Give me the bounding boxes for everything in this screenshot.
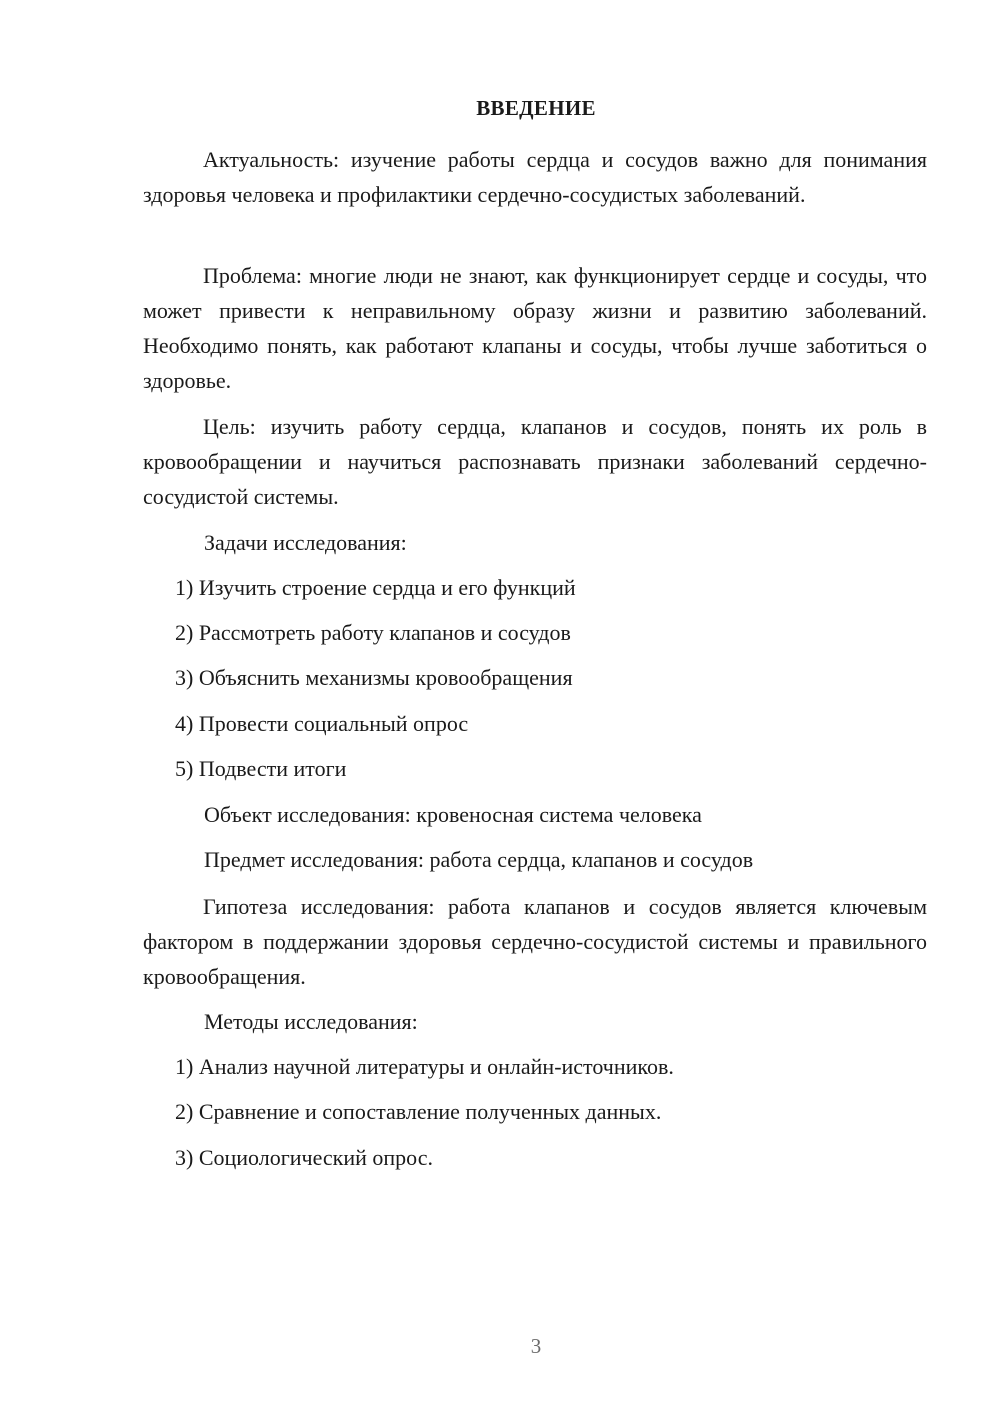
method-item: 1) Анализ научной литературы и онлайн-источников. [175, 1054, 674, 1079]
method-item: 2) Сравнение и сопоставление полученных данных. [175, 1099, 662, 1124]
task-item: 4) Провести социальный опрос [175, 711, 469, 736]
problem-paragraph: Проблема: многие люди не знают, как функционирует сердце и сосуды, что может привести к неправильному образу жизни и развитию заболеваний. Необходимо понять, как работают клапаны и сосуды, чтобы лучше заботиться о здоровье. [143, 263, 927, 393]
tasks-heading: Задачи исследования: [204, 530, 407, 555]
section-title: ВВЕДЕНИЕ [476, 96, 596, 120]
research-subject: Предмет исследования: работа сердца, клапанов и сосудов [204, 847, 754, 872]
task-item: 1) Изучить строение сердца и его функций [175, 575, 576, 600]
method-item: 3) Социологический опрос. [175, 1145, 433, 1170]
task-item: 2) Рассмотреть работу клапанов и сосудов [175, 620, 571, 645]
page-number: 3 [530, 1334, 542, 1358]
methods-heading: Методы исследования: [204, 1009, 418, 1034]
relevance-paragraph: Актуальность: изучение работы сердца и сосудов важно для понимания здоровья человека и профилактики сердечно-сосудистых заболеваний. [143, 147, 927, 207]
goal-paragraph: Цель: изучить работу сердца, клапанов и сосудов, понять их роль в кровообращении и научиться распознавать признаки заболеваний сердечно-сосудистой системы. [143, 414, 927, 509]
task-item: 3) Объяснить механизмы кровообращения [175, 665, 573, 690]
research-object: Объект исследования: кровеносная система человека [204, 802, 702, 827]
hypothesis-paragraph: Гипотеза исследования: работа клапанов и сосудов является ключевым фактором в поддержании здоровья сердечно-сосудистой системы и правильного кровообращения. [143, 894, 927, 989]
task-item: 5) Подвести итоги [175, 756, 347, 781]
